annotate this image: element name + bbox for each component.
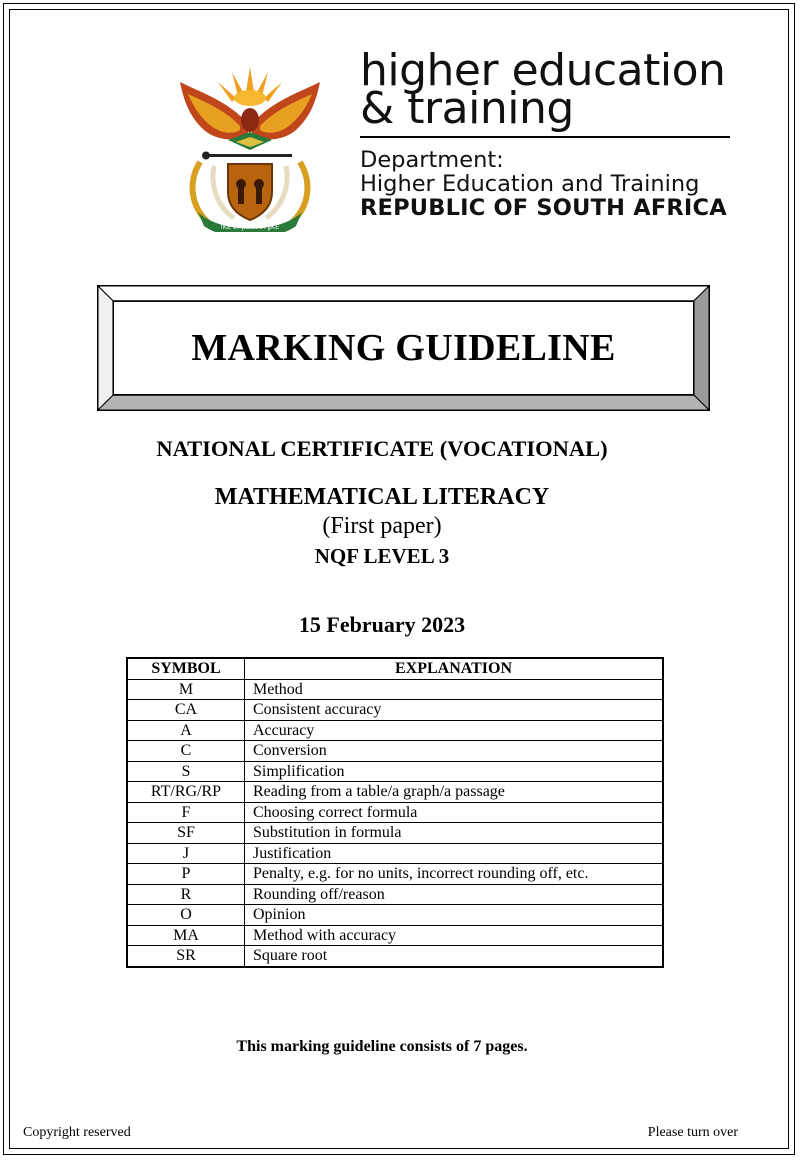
symbol-cell: RT/RG/RP	[127, 782, 245, 803]
table-row	[127, 700, 663, 721]
explanation-cell: Rounding off/reason	[245, 884, 664, 905]
symbol-cell: MA	[127, 925, 245, 946]
table-header-row	[127, 658, 663, 679]
certificate-name: NATIONAL CERTIFICATE (VOCATIONAL)	[156, 436, 608, 461]
brand-divider	[360, 136, 730, 138]
table-row	[127, 782, 663, 803]
footer-copyright: Copyright reserved	[23, 1125, 131, 1140]
title-face	[113, 301, 694, 395]
explanation-cell: Justification	[245, 843, 664, 864]
subject-name: MATHEMATICAL LITERACY	[214, 484, 550, 510]
explanation-cell: Penalty, e.g. for no units, incorrect rounding off, etc.	[245, 864, 664, 885]
table-row	[127, 720, 663, 741]
footer-turn-over: Please turn over	[647, 1125, 738, 1140]
explanation-header: EXPLANATION	[245, 658, 664, 679]
explanation-cell: Substitution in formula	[245, 823, 664, 844]
symbol-cell: SR	[127, 946, 245, 967]
symbol-cell: SF	[127, 823, 245, 844]
country-name: REPUBLIC OF SOUTH AFRICA	[360, 195, 727, 221]
table-row	[127, 741, 663, 762]
explanation-cell: Conversion	[245, 741, 664, 762]
explanation-cell: Choosing correct formula	[245, 802, 664, 823]
department-name: Higher Education and Training	[360, 171, 700, 197]
paper-label: (First paper)	[322, 513, 442, 539]
symbols-table	[126, 657, 664, 968]
symbol-cell: O	[127, 905, 245, 926]
explanation-cell: Consistent accuracy	[245, 700, 664, 721]
table-row	[127, 843, 663, 864]
table-row	[127, 884, 663, 905]
page-count-note: This marking guideline consists of 7 pages.	[236, 1038, 528, 1055]
symbol-cell: F	[127, 802, 245, 823]
symbol-cell: M	[127, 679, 245, 700]
table-row	[127, 946, 663, 967]
explanation-cell: Method with accuracy	[245, 925, 664, 946]
shield	[228, 164, 272, 220]
crest-motto: ǃKE E: ǀXARRA ǁKE	[220, 223, 280, 231]
explanation-cell: Opinion	[245, 905, 664, 926]
symbol-cell: C	[127, 741, 245, 762]
symbol-cell: P	[127, 864, 245, 885]
table-row	[127, 925, 663, 946]
symbol-cell: R	[127, 884, 245, 905]
explanation-cell: Reading from a table/a graph/a passage	[245, 782, 664, 803]
department-label: Department:	[360, 147, 504, 173]
symbol-header: SYMBOL	[127, 658, 245, 679]
table-row	[127, 823, 663, 844]
symbol-cell: A	[127, 720, 245, 741]
title-box	[97, 285, 710, 411]
explanation-cell: Simplification	[245, 761, 664, 782]
explanation-cell: Square root	[245, 946, 664, 967]
table-row	[127, 679, 663, 700]
explanation-cell: Method	[245, 679, 664, 700]
exam-date: 15 February 2023	[298, 612, 466, 637]
explanation-cell: Accuracy	[245, 720, 664, 741]
table-row	[127, 802, 663, 823]
nqf-level: NQF LEVEL 3	[314, 544, 450, 568]
document-title: MARKING GUIDELINE	[191, 327, 616, 369]
symbol-cell: J	[127, 843, 245, 864]
table-row	[127, 905, 663, 926]
brand-line-2: & training	[360, 83, 574, 134]
sun-rays	[218, 67, 282, 106]
symbol-cell: CA	[127, 700, 245, 721]
coat-of-arms-icon	[170, 62, 330, 232]
table-row	[127, 761, 663, 782]
table-row	[127, 864, 663, 885]
department-brand	[360, 45, 740, 221]
brand-line-1: higher education	[360, 45, 726, 96]
symbol-cell: S	[127, 761, 245, 782]
